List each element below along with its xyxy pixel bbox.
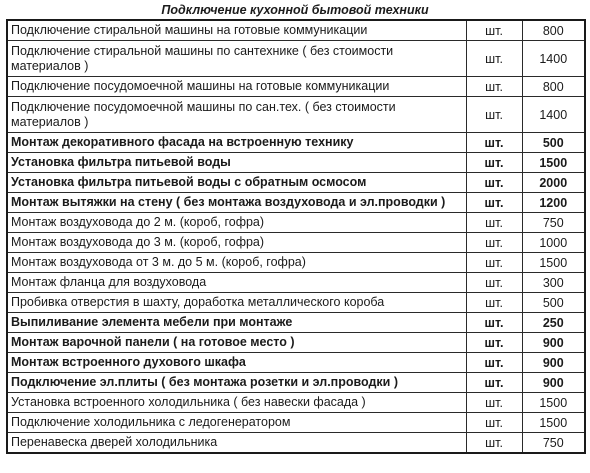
service-name-cell: Монтаж воздуховода от 3 м. до 5 м. (короб, гофра) <box>7 253 466 273</box>
service-name-cell: Подключение посудомоечной машины на готовые коммуникации <box>7 77 466 97</box>
service-name-cell: Монтаж встроенного духового шкафа <box>7 353 466 373</box>
price-cell: 900 <box>522 353 585 373</box>
service-name-cell: Установка фильтра питьевой воды с обратным осмосом <box>7 173 466 193</box>
unit-cell: шт. <box>466 193 522 213</box>
table-row <box>7 333 585 353</box>
unit-cell: шт. <box>466 20 522 41</box>
table-row <box>7 213 585 233</box>
table-title: Подключение кухонной бытовой техники <box>161 3 429 17</box>
price-cell: 800 <box>522 20 585 41</box>
table-row <box>7 433 585 454</box>
price-cell: 1500 <box>522 253 585 273</box>
price-cell: 900 <box>522 333 585 353</box>
unit-cell: шт. <box>466 373 522 393</box>
service-name-cell: Подключение эл.плиты ( без монтажа розетки и эл.проводки ) <box>7 373 466 393</box>
service-name-cell: Монтаж воздуховода до 3 м. (короб, гофра) <box>7 233 466 253</box>
price-cell: 300 <box>522 273 585 293</box>
table-row <box>7 41 585 77</box>
unit-cell: шт. <box>466 153 522 173</box>
price-cell: 750 <box>522 213 585 233</box>
price-cell: 1500 <box>522 413 585 433</box>
service-name-cell: Перенавеска дверей холодильника <box>7 433 466 454</box>
table-row <box>7 233 585 253</box>
unit-cell: шт. <box>466 313 522 333</box>
unit-cell: шт. <box>466 233 522 253</box>
service-name-cell: Подключение стиральной машины по сантехнике ( без стоимости материалов ) <box>7 41 466 77</box>
unit-cell: шт. <box>466 133 522 153</box>
unit-cell: шт. <box>466 77 522 97</box>
unit-cell: шт. <box>466 41 522 77</box>
table-row <box>7 393 585 413</box>
service-name-cell: Монтаж декоративного фасада на встроенную технику <box>7 133 466 153</box>
service-name-cell: Подключение посудомоечной машины по сан.тех. ( без стоимости материалов ) <box>7 97 466 133</box>
service-name-cell: Монтаж варочной панели ( на готовое место ) <box>7 333 466 353</box>
unit-cell: шт. <box>466 393 522 413</box>
table-row <box>7 313 585 333</box>
unit-cell: шт. <box>466 173 522 193</box>
unit-cell: шт. <box>466 253 522 273</box>
table-row <box>7 77 585 97</box>
unit-cell: шт. <box>466 353 522 373</box>
price-table <box>6 19 586 454</box>
price-cell: 1000 <box>522 233 585 253</box>
table-row <box>7 193 585 213</box>
table-row <box>7 253 585 273</box>
table-row <box>7 20 585 41</box>
table-row <box>7 173 585 193</box>
price-cell: 1200 <box>522 193 585 213</box>
price-cell: 750 <box>522 433 585 454</box>
price-cell: 1500 <box>522 153 585 173</box>
price-cell: 2000 <box>522 173 585 193</box>
table-row <box>7 133 585 153</box>
service-name-cell: Подключение стиральной машины на готовые коммуникации <box>7 20 466 41</box>
service-name-cell: Установка встроенного холодильника ( без навески фасада ) <box>7 393 466 413</box>
price-table-body <box>7 20 585 453</box>
service-name-cell: Монтаж воздуховода до 2 м. (короб, гофра) <box>7 213 466 233</box>
unit-cell: шт. <box>466 97 522 133</box>
table-row <box>7 97 585 133</box>
table-row <box>7 293 585 313</box>
unit-cell: шт. <box>466 413 522 433</box>
service-name-cell: Пробивка отверстия в шахту, доработка металлического короба <box>7 293 466 313</box>
service-name-cell: Монтаж вытяжки на стену ( без монтажа воздуховода и эл.проводки ) <box>7 193 466 213</box>
unit-cell: шт. <box>466 433 522 454</box>
table-row <box>7 153 585 173</box>
price-cell: 250 <box>522 313 585 333</box>
price-cell: 1400 <box>522 97 585 133</box>
service-name-cell: Монтаж фланца для воздуховода <box>7 273 466 293</box>
price-cell: 800 <box>522 77 585 97</box>
table-row <box>7 273 585 293</box>
table-row <box>7 373 585 393</box>
price-cell: 500 <box>522 293 585 313</box>
unit-cell: шт. <box>466 213 522 233</box>
unit-cell: шт. <box>466 293 522 313</box>
price-cell: 1400 <box>522 41 585 77</box>
service-name-cell: Подключение холодильника с ледогенератором <box>7 413 466 433</box>
price-cell: 900 <box>522 373 585 393</box>
unit-cell: шт. <box>466 333 522 353</box>
price-cell: 500 <box>522 133 585 153</box>
service-name-cell: Выпиливание элемента мебели при монтаже <box>7 313 466 333</box>
price-cell: 1500 <box>522 393 585 413</box>
table-row <box>7 353 585 373</box>
table-row <box>7 413 585 433</box>
service-name-cell: Установка фильтра питьевой воды <box>7 153 466 173</box>
unit-cell: шт. <box>466 273 522 293</box>
